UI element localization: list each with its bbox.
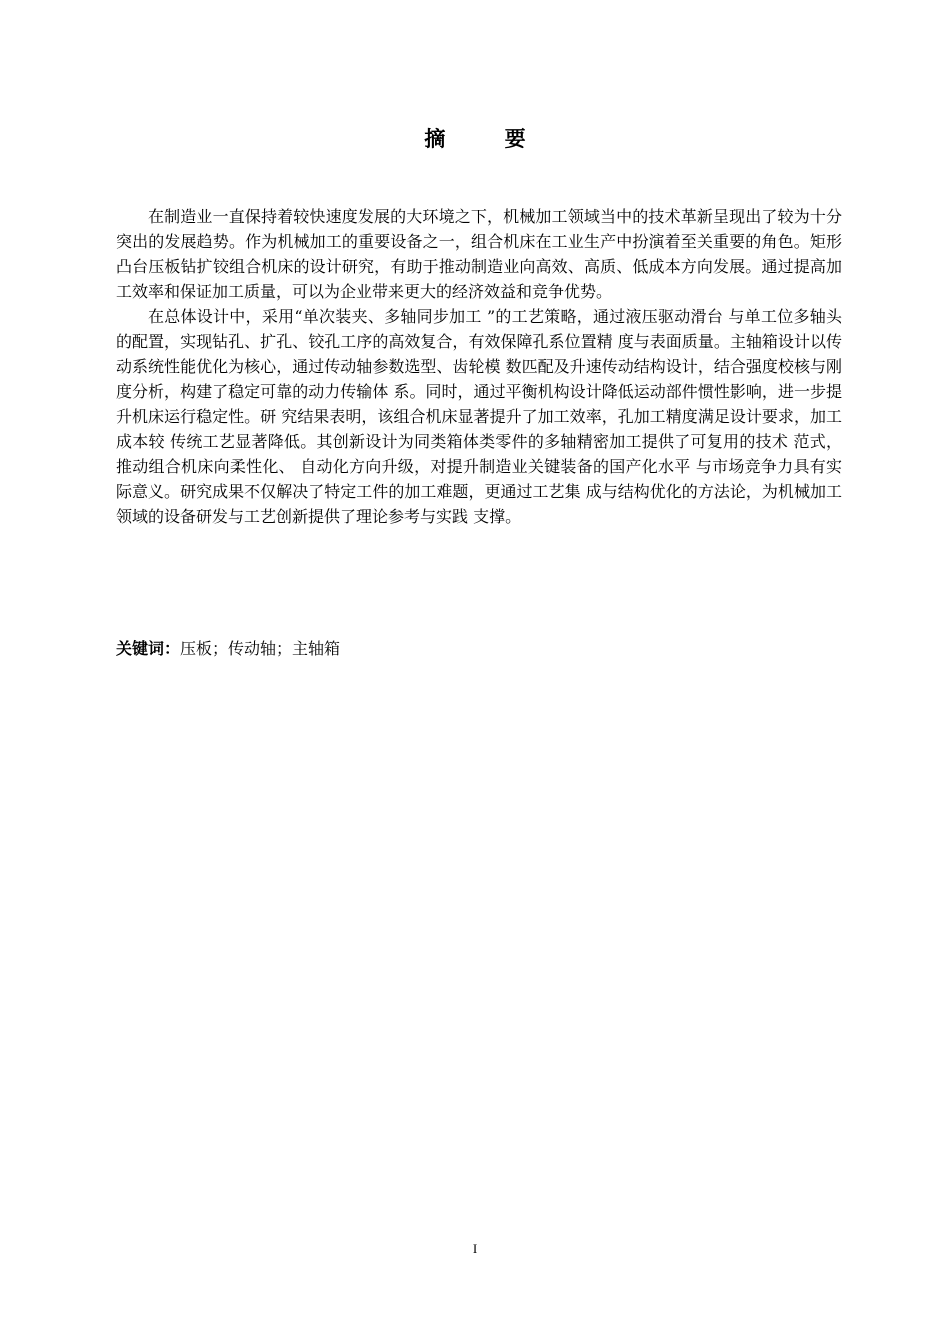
abstract-body	[116, 204, 842, 529]
keywords-label: 关键词：	[116, 639, 181, 658]
keywords-value: 压板；传动轴；主轴箱	[180, 639, 341, 658]
page-number: I	[472, 1241, 478, 1256]
abstract-title: 摘 要	[424, 127, 552, 151]
abstract-paragraph-1: 在制造业一直保持着较快速度发展的大环境之下，机械加工领域当中的技术革新呈现出了较为十分突出的发展趋势。作为机械加工的重要设备之一，组合机床在工业生产中扮演着至关重要的角色。矩形凸台压板钻扩铰组合机床的设计研究，有助于推动制造业向高效、高质、低成本方向发展。通过提高加工效率和保证加工质量，可以为企业带来更大的经济效益和竞争优势。	[116, 207, 842, 301]
keywords-line	[116, 636, 842, 661]
abstract-paragraph-2: 在总体设计中，采用“单次装夹、多轴同步加工 ”的工艺策略，通过液压驱动滑台 与单工位多轴头的配置，实现钻孔、扩孔、铰孔工序的高效复合，有效保障孔系位置精 度与表面质量。主轴箱设计以传动系统性能优化为核心，通过传动轴参数选型、齿轮模 数匹配及升速传动结构设计，结合强度校核与刚度分析，构建了稳定可靠的动力传输体 系。同时，通过平衡机构设计降低运动部件惯性影响，进一步提升机床运行稳定性。研 究结果表明，该组合机床显著提升了加工效率，孔加工精度满足设计要求，加工成本较 传统工艺显著降低。其创新设计为同类箱体类零件的多轴精密加工提供了可复用的技术 范式，推动组合机床向柔性化、 自动化方向升级，对提升制造业关键装备的国产化水平 与市场竞争力具有实际意义。研究成果不仅解决了特定工件的加工难题，更通过工艺集 成与结构优化的方法论，为机械加工领域的设备研发与工艺创新提供了理论参考与实践 支撑。	[116, 307, 842, 526]
